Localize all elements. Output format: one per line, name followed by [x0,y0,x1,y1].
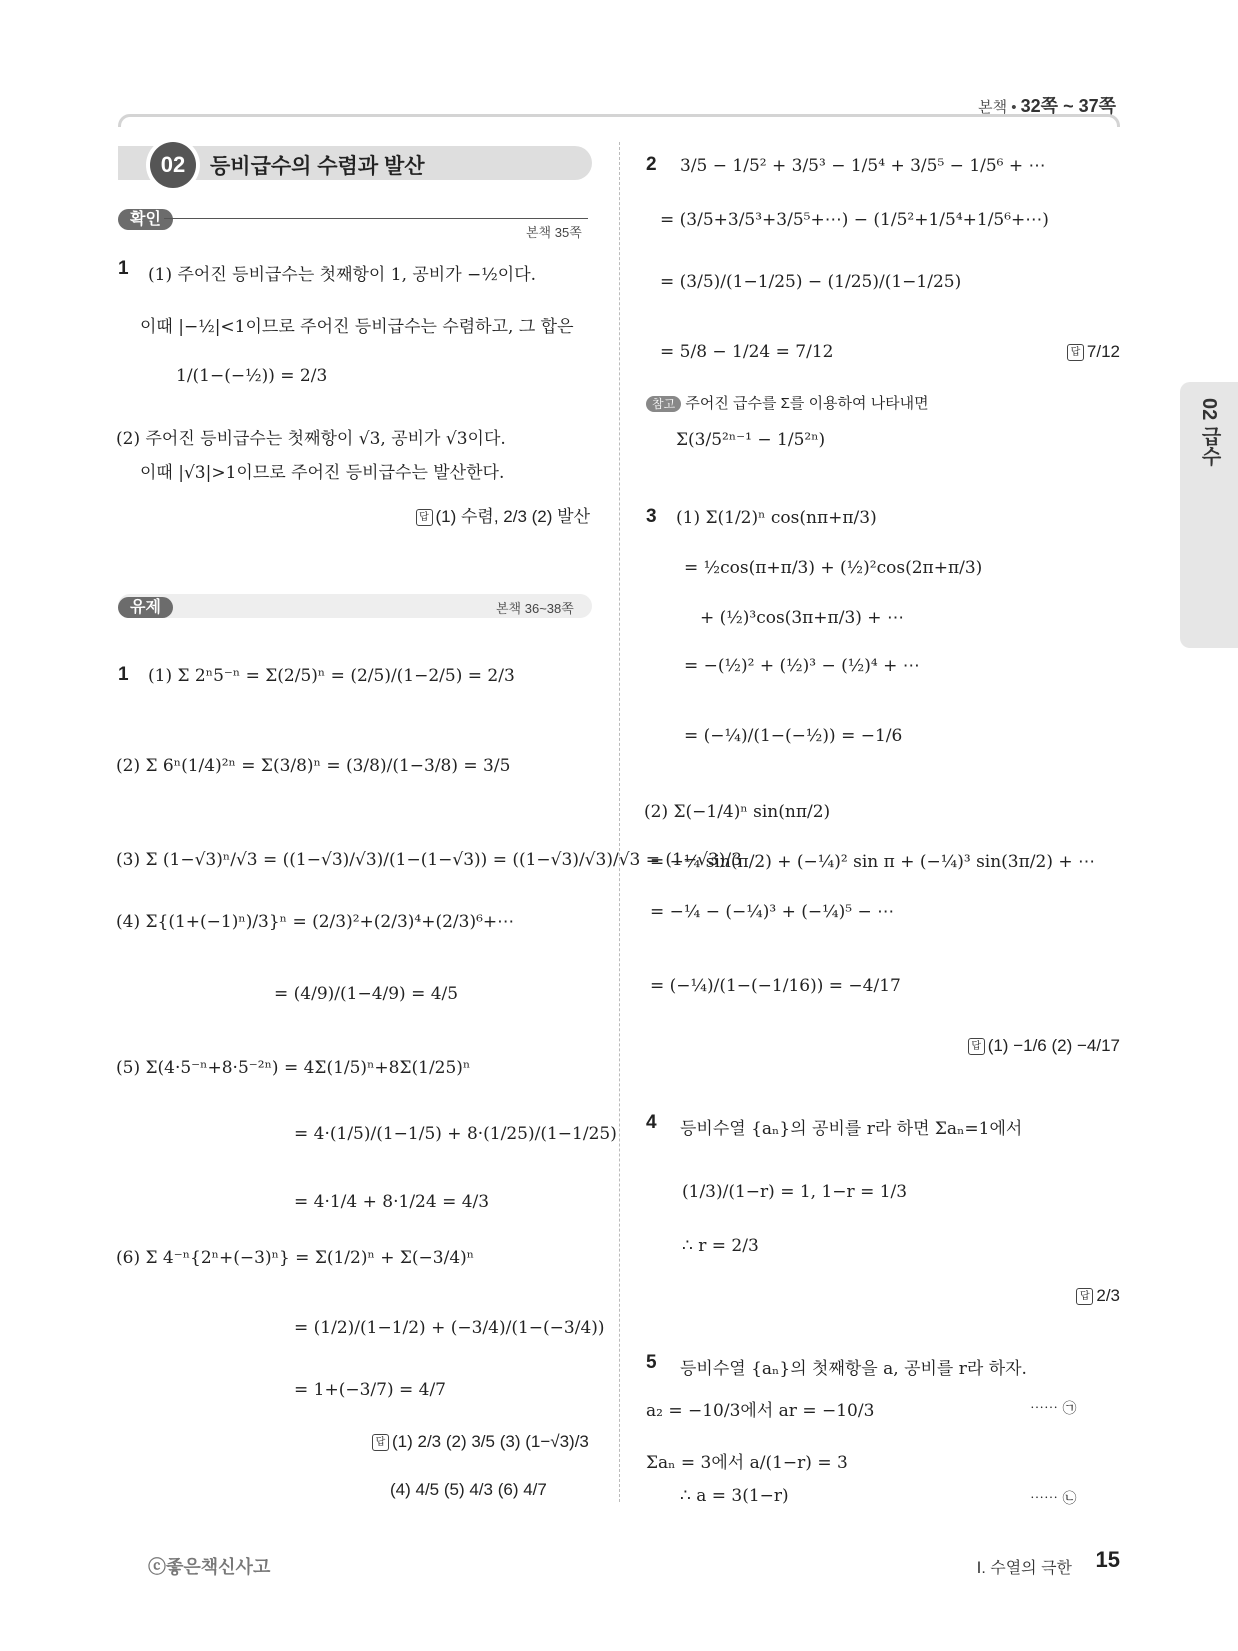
problem-4-line-2: (1/3)/(1−r) = 1, 1−r = 1/3 [682,1182,908,1202]
problem-4-line-3: ∴ r = 2/3 [682,1236,759,1256]
exercise-problem-number: 1 [118,664,129,685]
check-answer: 답 (1) 수렴, 2/3 (2) 발산 [416,502,591,527]
answer-icon: 답 [372,1434,389,1451]
problem-5-mark-2: ⋯⋯ ㉡ [1030,1491,1077,1507]
exercise-line-2: (2) Σ 6ⁿ(1/4)²ⁿ = Σ(3/8)ⁿ = (3/8)/(1−3/8) = 3/5 [116,756,511,776]
publisher-logo: ⓒ좋은책신사고 [148,1557,271,1577]
problem-2-line-4: = 5/8 − 1/24 = 7/12 [660,342,834,362]
note-text: 주어진 급수를 Σ를 이용하여 나타내면 [685,395,929,412]
check-line-2: 이때 |−½|<1이므로 주어진 등비급수는 수렴하고, 그 합은 [140,317,574,337]
problem-2-note-formula: Σ(3/5²ⁿ⁻¹ − 1/5²ⁿ) [676,430,826,450]
problem-5-line-3: Σaₙ = 3에서 a/(1−r) = 3 [646,1453,848,1473]
answer-icon: 답 [1067,344,1084,361]
check-line-5: 이때 |√3|>1이므로 주어진 등비급수는 발산한다. [140,463,505,483]
answer-icon: 답 [968,1038,985,1055]
answer-icon: 답 [416,509,433,526]
problem-2-answer: 답 7/12 [1067,342,1120,362]
exercise-line-5c: = 4·1/4 + 8·1/24 = 4/3 [294,1192,490,1212]
problem-2-number: 2 [646,154,657,175]
problem-2-line-3: = (3/5)/(1−1/25) − (1/25)/(1−1/25) [660,272,962,292]
problem-3-line-4: = −(½)² + (½)³ − (½)⁴ + ⋯ [684,656,920,676]
exercise-line-6c: = 1+(−3/7) = 4/7 [294,1380,446,1400]
chapter-side-tab-label: 02 급수 [1198,398,1220,466]
problem-2-note [646,392,929,413]
problem-3-line-5: = (−¼)/(1−(−½)) = −1/6 [684,726,903,746]
exercise-answer-1: 답 (1) 2/3 (2) 3/5 (3) (1−√3)/3 [372,1432,589,1452]
exercise-page-ref: 본책 36~38쪽 [496,601,574,616]
exercise-badge: 유제 [118,594,173,617]
problem-3-line-2: = ½cos(π+π/3) + (½)²cos(2π+π/3) [684,558,983,578]
problem-3-line-6: (2) Σ(−1/4)ⁿ sin(nπ/2) [644,802,831,822]
exercise-line-5b: = 4·(1/5)/(1−1/5) + 8·(1/25)/(1−1/25) [294,1124,617,1144]
problem-5-line-4: ∴ a = 3(1−r) [680,1486,789,1506]
exercise-line-1: (1) Σ 2ⁿ5⁻ⁿ = Σ(2/5)ⁿ = (2/5)/(1−2/5) = 2/3 [148,666,515,686]
exercise-line-6: (6) Σ 4⁻ⁿ{2ⁿ+(−3)ⁿ} = Σ(1/2)ⁿ + Σ(−3/4)ⁿ [116,1248,475,1268]
section-number: 02 [150,142,196,188]
problem-5-line-1: 등비수열 {aₙ}의 첫째항을 a, 공비를 r라 하자. [680,1359,1027,1379]
exercise-line-4b: = (4/9)/(1−4/9) = 4/5 [274,984,459,1004]
problem-2-line-2: = (3/5+3/5³+3/5⁵+⋯) − (1/5²+1/5⁴+1/5⁶+⋯) [660,210,1049,230]
exercise-line-3: (3) Σ (1−√3)ⁿ/√3 = ((1−√3)/√3)/(1−(1−√3)) = ((1−√3)/√3)/√3 = (1−√3)/3 [116,850,742,870]
problem-3-line-1: (1) Σ(1/2)ⁿ cos(nπ+π/3) [676,508,877,528]
column-divider [619,142,620,1502]
exercise-line-5: (5) Σ(4·5⁻ⁿ+8·5⁻²ⁿ) = 4Σ(1/5)ⁿ+8Σ(1/25)ⁿ [116,1058,471,1078]
answer-icon: 답 [1076,1288,1093,1305]
problem-3-line-8: = −¼ − (−¼)³ + (−¼)⁵ − ⋯ [650,902,895,922]
problem-4-line-1: 등비수열 {aₙ}의 공비를 r라 하면 Σaₙ=1에서 [680,1119,1023,1139]
problem-3-number: 3 [646,506,657,527]
section-title: 등비급수의 수렴과 발산 [210,155,425,178]
problem-3-line-9: = (−¼)/(1−(−1/16)) = −4/17 [650,976,901,996]
problem-3-line-7: = −¼ sin(π/2) + (−¼)² sin π + (−¼)³ sin(3π/2) + ⋯ [650,852,1096,872]
problem-3-line-3: + (½)³cos(3π+π/3) + ⋯ [700,608,904,628]
check-problem-number: 1 [118,258,129,279]
header-page-reference: 본책 • 32쪽 ~ 37쪽 [978,96,1116,116]
problem-4-answer: 답 2/3 [1076,1286,1120,1306]
problem-5-mark-1: ⋯⋯ ㉠ [1030,1401,1077,1417]
chapter-title: Ⅰ. 수열의 극한 [976,1560,1072,1577]
problem-4-number: 4 [646,1112,657,1133]
problem-3-answer: 답 (1) −1/6 (2) −4/17 [968,1036,1120,1056]
check-page-ref: 본책 35쪽 [526,225,582,240]
problem-5-line-2: a₂ = −10/3에서 ar = −10/3 [646,1401,875,1421]
check-line-3: 1/(1−(−½)) = 2/3 [176,366,328,386]
problem-5-number: 5 [646,1352,657,1373]
problem-2-line-1: 3/5 − 1/5² + 3/5³ − 1/5⁴ + 3/5⁵ − 1/5⁶ + ⋯ [680,156,1046,176]
check-line-4: (2) 주어진 등비급수는 첫째항이 √3, 공비가 √3이다. [116,429,506,449]
page-number: 15 [1095,1547,1120,1572]
check-line-1: (1) 주어진 등비급수는 첫째항이 1, 공비가 −½이다. [148,265,537,285]
check-rule [164,218,588,219]
exercise-line-4: (4) Σ{(1+(−1)ⁿ)/3}ⁿ = (2/3)²+(2/3)⁴+(2/3)⁶+⋯ [116,912,515,932]
exercise-line-6b: = (1/2)/(1−1/2) + (−3/4)/(1−(−3/4)) [294,1318,605,1338]
exercise-answer-2: (4) 4/5 (5) 4/3 (6) 4/7 [390,1480,547,1499]
check-badge: 확인 [118,206,173,229]
header-rule [118,114,1120,127]
note-badge: 참고 [646,396,681,412]
